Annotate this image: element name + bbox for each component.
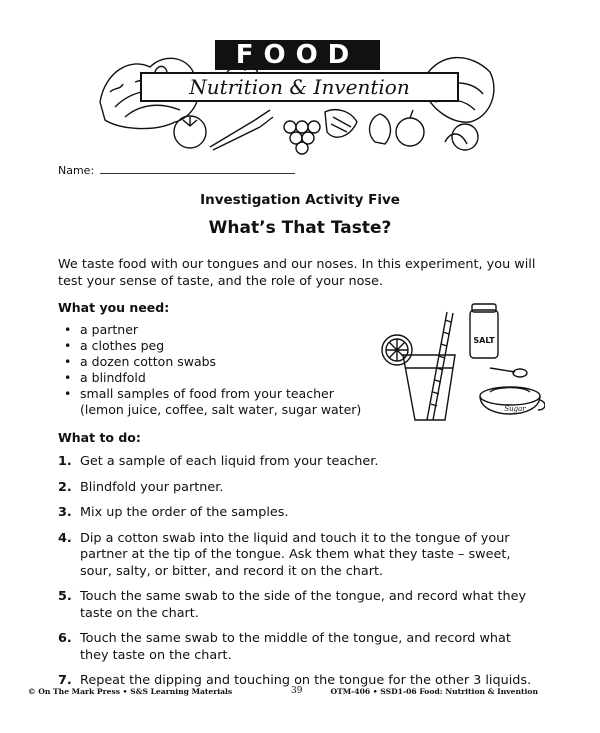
- step-number: 3.: [58, 505, 72, 520]
- step-text: Blindfold your partner.: [80, 479, 224, 495]
- what-to-do-heading: What to do:: [58, 430, 141, 445]
- step-text: Mix up the order of the samples.: [80, 505, 289, 520]
- footer-product-code: OTM-406 • SSD1-06 Food: Nutrition & Invention: [330, 687, 538, 696]
- step-text: Touch the same swab to the middle of the tongue, and record what they taste on the chart.: [80, 631, 511, 663]
- list-item: • small samples of food from your teacher: [62, 386, 361, 402]
- step-number: 4.: [58, 530, 72, 546]
- banner-title: FOOD: [215, 40, 380, 70]
- step-number: 1.: [58, 454, 72, 469]
- taste-illustration: [375, 300, 545, 435]
- page-number: 39: [291, 686, 303, 696]
- name-label: Name:: [58, 164, 95, 177]
- list-item: • a clothes peg: [62, 338, 361, 354]
- salt-label: SALT: [473, 336, 495, 345]
- list-item: • a blindfold: [62, 370, 361, 386]
- step-text: Dip a cotton swab into the liquid and touch it to the tongue of your partner at the tip of the tongue. Ask them what they taste – sweet, sour, salty, or bitter, and record it on the chart.: [80, 530, 511, 579]
- step-item: [58, 631, 543, 664]
- step-number: 6.: [58, 631, 72, 646]
- step-text: Repeat the dipping and touching on the tongue for the other 3 liquids.: [80, 673, 532, 688]
- step-item: [58, 531, 543, 581]
- intro-line: test your sense of taste, and the role of your nose.: [58, 274, 384, 289]
- step-number: 7.: [58, 673, 72, 688]
- sugar-label: Sugar: [504, 405, 526, 413]
- step-item: [58, 480, 543, 497]
- name-field: [58, 163, 295, 177]
- name-write-line[interactable]: [100, 163, 295, 174]
- list-item: • a dozen cotton swabs: [62, 354, 361, 370]
- banner-subtitle: Nutrition & Invention: [140, 72, 459, 102]
- list-item: • a partner: [62, 322, 361, 338]
- what-you-need-heading: What you need:: [58, 300, 170, 315]
- step-item: [58, 505, 543, 522]
- page-title: What’s That Taste?: [208, 218, 392, 238]
- footer-publisher: © On The Mark Press • S&S Learning Materials: [28, 687, 233, 696]
- intro-paragraph: [58, 256, 543, 290]
- list-item-continuation: (lemon juice, coffee, salt water, sugar water): [80, 402, 362, 417]
- step-number: 5.: [58, 589, 72, 604]
- step-item: [58, 589, 543, 622]
- intro-line: We taste food with our tongues and our noses. In this experiment, you will: [58, 257, 536, 272]
- materials-list: [62, 322, 361, 418]
- step-text: Get a sample of each liquid from your teacher.: [80, 454, 379, 469]
- activity-title: Investigation Activity Five: [200, 192, 400, 208]
- step-number: 2.: [58, 479, 72, 495]
- step-text: Touch the same swab to the side of the tongue, and record what they taste on the chart.: [80, 589, 527, 621]
- step-item: [58, 454, 543, 471]
- steps-list: [58, 454, 543, 699]
